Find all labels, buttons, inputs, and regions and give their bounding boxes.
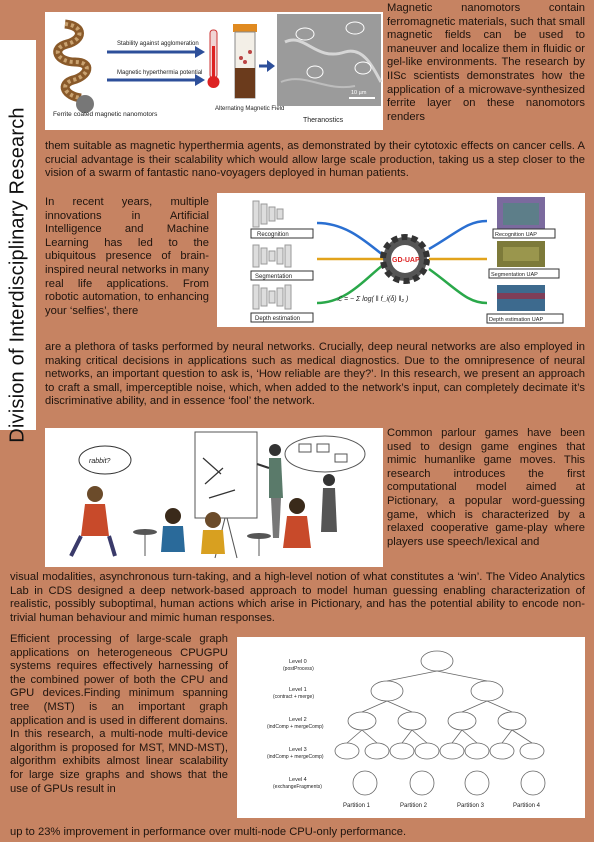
stability-label: Stability against agglomeration — [117, 41, 199, 47]
observer-figure — [321, 474, 337, 532]
network-blocks-segmentation — [253, 245, 291, 267]
hyperthermia-label: Magnetic hyperthermia potential — [117, 70, 203, 76]
partition-4-label: Partition 4 — [513, 803, 541, 809]
gduap-center-label: GD-UAP — [392, 257, 420, 264]
bubble-text: rabbit? — [89, 458, 111, 465]
network-blocks-depth — [253, 285, 291, 309]
neural-text-full: are a plethora of tasks performed by neural networks. Crucially, deep neural networks are also employed in making critical decisions in applications such as medical diagnostics. Due to the omnipresence of neural networks, an important question to ask is, ‘How reliable are they?’. In this research, we present an approach to craft a small, imperceptible noise, which, when added to the network’s input, can completely decimate it’s discriminative ability, and in essence ‘fool’ the network. — [45, 341, 585, 408]
pictionary-text-full: visual modalities, asynchronous turn-taking, and a high-level notion of what constitutes a ‘win’. The Video Analytics Lab in CDS designed a deep network-based approach to model human guessing enabling characterization of realistic, possibly suboptimal, human actions which arise in Pictionary, and has the potential ability to encode non-trivial human behaviour and mimic human responses. — [10, 571, 585, 624]
nanomotor-text-full: them suitable as magnetic hyperthermia agents, as demonstrated by their cytotoxic effects on cancer cells. A crucial advantage is their scalability which would allow large scale production, taking us a step closer to the vision of a swarm of fantastic nano-voyagers deployed in human patients. — [45, 140, 585, 180]
noise-pattern-2 — [497, 241, 545, 267]
pictionary-figure — [45, 428, 383, 567]
field-label: Alternating Magnetic Field — [215, 106, 285, 112]
guesser-figure-4 — [283, 498, 311, 548]
division-title: Division of Interdisciplinary Research — [6, 107, 29, 443]
recognition-uap-label: Recognition UAP — [495, 232, 537, 238]
speech-bubble — [79, 446, 131, 474]
loss-formula: ℒ = − Σ log( ‖ f_i(δ) ‖₂ ) — [337, 296, 409, 303]
nanomotor-helix-icon — [58, 24, 94, 113]
cluster-tree — [335, 651, 545, 795]
thermometer-icon — [208, 30, 220, 88]
segmentation-uap-label: Segmentation UAP — [491, 272, 538, 278]
level1-label: Level 1 — [289, 687, 307, 693]
recognition-label: Recognition — [257, 232, 289, 238]
scale-label: 10 µm — [351, 90, 367, 96]
nanomotor-label: Ferrite coated magnetic nanomotors — [53, 111, 158, 118]
gduap-diagram — [217, 193, 585, 327]
nanomotor-text-side: Magnetic nanomotors contain ferromagnetic materials, such that small magnetic fields can be used to maneuver and localize them in fluidic or gel-like environments. The research by IISc scientists demonstrates how the application of a microwave-synthesized ferrite layer on these nanomotors renders — [387, 2, 585, 123]
level1-sub: (contract + merge) — [273, 694, 314, 700]
level4-label: Level 4 — [289, 777, 307, 783]
noise-pattern-3 — [497, 285, 545, 311]
graphs-text-side: Efficient processing of large-scale graph applications on heterogeneous CPUGPU systems requires effectively harnessing of the combined power of both the CPU and GPU devices.Finding minimum spanning tree (MST) is an important graph application and is used in different domains. In this research, a multi-node multi-device algorithm is proposed for MST, MND-MST), algorithm exhibits almost linear scalability for large size graphs and shows that the use of GPUs result in — [10, 633, 228, 795]
level3-label: Level 3 — [289, 747, 307, 753]
level2-label: Level 2 — [289, 717, 307, 723]
segmentation-label: Segmentation — [255, 274, 293, 280]
mst-diagram — [237, 637, 585, 818]
neural-text-side: In recent years, multiple innovations in Artificial Intelligence and Machine Learning has led to the ubiquitous presence of brain-inspired neural networks in many real life applications. From robotic automation, to enhancing your ‘selfies’, there — [45, 196, 209, 317]
vial-icon — [233, 24, 257, 98]
graphs-text-full: up to 23% improvement in performance over multi-node CPU-only performance. — [10, 826, 407, 838]
partition-1-label: Partition 1 — [343, 803, 371, 809]
pictionary-illustration — [45, 428, 383, 567]
depth-label: Depth estimation — [255, 316, 301, 322]
thought-bubble — [285, 436, 365, 472]
network-blocks-recognition — [253, 201, 283, 227]
noise-pattern-1 — [497, 197, 545, 231]
level3-sub: (indComp + mergeComp) — [267, 754, 324, 760]
partition-2-label: Partition 2 — [400, 803, 428, 809]
mst-figure — [237, 637, 585, 818]
partition-3-label: Partition 3 — [457, 803, 485, 809]
theranostics-label: Theranostics — [303, 117, 344, 124]
level2-sub: (indComp + mergeComp) — [267, 724, 324, 730]
drawing-player-figure — [257, 444, 283, 538]
level0-label: Level 0 — [289, 659, 307, 665]
nanomotor-diagram — [45, 12, 383, 130]
guesser-figure-2 — [161, 508, 185, 552]
level4-sub: (exchangeFragments) — [273, 784, 322, 790]
guesser-figure-1 — [71, 486, 115, 556]
pictionary-text-side: Common parlour games have been used to design game engines that mimic humanlike game moves. This research introduces the first computational model aimed at Pictionary, a popular word-guessing game, which is characterized by a relaxed cooperative game-play where players use speech/lexical and — [387, 427, 585, 548]
level0-sub: (postProcess) — [283, 666, 314, 672]
nanomotor-figure — [45, 12, 383, 130]
sidebar-banner — [0, 40, 36, 443]
gduap-figure — [217, 193, 585, 327]
depth-uap-label: Depth estimation UAP — [489, 317, 544, 323]
